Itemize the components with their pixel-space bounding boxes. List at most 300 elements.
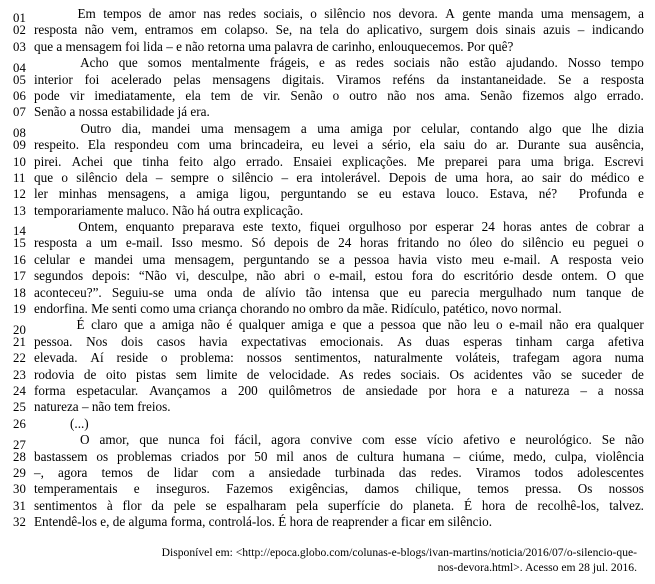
word: de [631,366,644,382]
word: se [205,497,217,513]
word: feito [178,153,204,169]
line-text [34,186,645,202]
word: todos [534,464,564,480]
text-line [10,268,645,284]
word: ao [521,169,534,185]
word: reféns [392,71,425,87]
word: os [96,448,109,464]
word: vir. [263,87,281,103]
line-text [34,317,645,333]
word: havia [198,333,228,349]
paragraph-indent [34,432,70,448]
word: É [76,317,85,333]
line-text [34,465,645,481]
word: Profunda [578,186,628,202]
word: Se [558,71,572,87]
word: peguei [593,235,629,251]
word: O [79,432,90,448]
word: eu [311,137,325,153]
word: mergulhado [479,284,543,300]
word: preparava [182,219,235,235]
word: esperas [463,333,503,349]
word: as [334,55,346,71]
word: explicações. [342,153,407,169]
word: nossa [614,382,644,398]
line-number: 29 [13,465,26,480]
word: dela [125,169,148,185]
word: aplicativo, [366,22,423,38]
word: interior [34,71,73,87]
word: o [310,6,317,21]
line-text [34,154,645,170]
word: trafegam [512,350,560,366]
word: sempre [170,169,209,185]
word: errado. [246,153,284,169]
word: O [606,268,616,284]
word: Depois [388,169,427,185]
word: o [637,235,644,251]
text-line [10,88,645,104]
line-number: 17 [13,269,26,284]
word: a [179,186,186,202]
word: que [34,169,54,185]
word: que [562,120,582,136]
word: uma [540,6,564,21]
word: alívio [265,284,296,300]
line-words [34,449,644,465]
word: pessoa [354,251,390,267]
line-words [34,137,644,153]
line-words [34,285,644,301]
word: cobrar [596,219,630,235]
source-line-2: nos-devora.html>. Acesso em 28 jul. 2016. [437,560,637,574]
word: ajudando. [506,55,558,71]
line-number: 25 [13,400,26,415]
word: né? [538,186,558,202]
word: da [151,497,164,513]
word: antes [540,219,568,235]
word: mensagens [212,71,271,87]
word: e [509,432,516,448]
word: Avançamos [149,382,211,398]
word: à [106,497,113,513]
text-line [10,252,645,268]
text-line [10,285,645,301]
word: afetiva [608,333,644,349]
word: nos [372,6,392,21]
word: qualquer [238,317,285,333]
line-text [34,170,645,186]
word: do [389,497,403,513]
word: do [473,137,488,153]
word: tela [319,22,339,38]
word: respeito. [34,137,80,153]
source-attribution [10,545,645,575]
paragraph-indent [34,317,70,333]
word: recolhê-los, [537,497,600,513]
word: espalharam [226,497,287,513]
text-line [10,120,645,141]
word: planeta. [412,497,455,513]
word: uma [200,120,224,136]
word: amiga [291,317,324,333]
word: para [498,153,521,169]
word: velocidade. [268,366,330,382]
word: dois [475,22,498,38]
line-words: endorfina. Me senti como uma criança chorando no ombro da mãe. Ridículo, patético, novo normal. [34,301,562,317]
word: não [200,317,220,333]
word: resposta [34,22,78,38]
word: com [362,432,385,448]
word: lidar [173,464,198,480]
word: estou [374,268,403,284]
word: A [445,6,455,21]
word: nunca [168,432,200,448]
word: gente [462,6,491,21]
word: brincadeira, [240,137,303,153]
word: pressa. [525,481,562,497]
paragraph-indent [34,121,70,137]
word: Senão [290,87,323,103]
word: – [281,169,289,185]
word: e [491,382,498,398]
word: estão [468,55,497,71]
line-number: 13 [13,203,26,218]
word: escritório [463,268,514,284]
word: As [338,366,354,382]
word: claro [91,317,118,333]
word: foi [209,432,225,448]
line-number: 07 [13,105,26,120]
word: fiquei [309,219,341,235]
word: emocionais. [320,333,384,349]
text-line [10,186,645,202]
word: uma [455,169,478,185]
word: silêncio [324,6,366,21]
word: parecia [431,284,470,300]
word: – [453,448,461,464]
line-words [34,432,644,448]
word: Achei [71,153,104,169]
line-words [34,498,644,514]
word: e [330,317,337,333]
line-text [34,367,645,383]
word: pistas [136,366,167,382]
word: do [569,169,583,185]
word: suceder [581,366,622,382]
line-words [34,186,644,202]
line-number: 05 [13,72,26,87]
text-line [10,334,645,350]
word: 24 [338,235,352,251]
text-line [10,6,645,26]
word: lhe [591,120,608,136]
word: reside [116,350,148,366]
word: Nos [86,333,108,349]
word: dia, [121,120,142,136]
word: culpa, [554,448,587,464]
line-text [34,104,645,120]
word: violência [595,448,644,464]
text-line [10,465,645,481]
word: nos [416,87,435,103]
line-number: 20 [13,322,26,337]
line-text [34,252,645,268]
word: eu [379,186,392,202]
line-words [34,465,644,481]
word: sério, [382,137,411,153]
text-line [10,399,645,415]
word: –, [34,464,44,480]
word: ligou, [239,186,270,202]
line-text [34,481,645,497]
text-line [10,514,645,530]
word: meu [471,251,495,267]
line-number: 12 [13,187,26,202]
word: carga [566,333,595,349]
word: Ensaiei [293,153,332,169]
word: ciúme, [468,448,505,464]
line-number: 21 [13,334,26,349]
word: havia [398,251,428,267]
word: desde [522,268,553,284]
word: a [85,235,92,251]
word: acelerado [111,71,162,87]
word: depois [274,235,309,251]
word: se [560,366,572,382]
line-text [34,39,645,55]
word: ela [419,137,436,153]
word: era [296,169,313,185]
word: cultura [357,448,394,464]
word: num [552,284,576,300]
word: a [638,219,644,235]
word: celular [34,251,70,267]
line-text [34,514,645,530]
text-line [10,383,645,399]
word: numa [614,350,644,366]
word: a [248,464,255,480]
line-words [34,22,644,38]
line-text [34,383,645,399]
word: de [342,382,355,398]
word: agora [572,350,602,366]
word: de [148,6,162,21]
word: e [133,481,140,497]
word: Os [577,481,593,497]
word: 24 [481,219,495,235]
word: vi, [175,268,190,284]
word: o [160,350,168,366]
word: se [357,186,369,202]
line-number: 31 [13,498,26,513]
word: da [436,71,450,87]
word: médico [590,169,630,185]
word: a [367,137,374,153]
word: Isso [171,235,193,251]
line-text [34,301,645,317]
word: enquanto [125,219,175,235]
word: esse [394,432,417,448]
word: – [580,382,587,398]
word: algo [574,87,597,103]
word: ontem. [561,268,598,284]
line-number: 19 [13,302,26,317]
text-line [10,350,645,366]
word: quilômetros [268,382,332,398]
word: tinham [515,333,553,349]
word: Aí [90,350,104,366]
word: não [84,22,104,38]
line-words [34,121,644,137]
word: As [397,333,412,349]
word: redes [228,6,257,21]
line-words [34,350,644,366]
line-text [34,268,645,284]
word: dizia [618,120,644,136]
word: flor [122,497,142,513]
word: amor [168,6,196,21]
word: levei [332,137,359,153]
word: temos [477,481,509,497]
word: respondeu [114,137,169,153]
word: por [393,120,411,136]
word: eu [408,284,422,300]
line-words [34,170,644,186]
word: sem [175,366,197,382]
word: e [638,169,644,185]
line-text [34,449,645,465]
word: e-mail [509,317,543,333]
word: de [335,448,349,464]
line-words: natureza – não tem freios. [34,399,171,415]
word: ama. [444,87,470,103]
word: elevada. [34,350,78,366]
word: espetacular. [76,382,139,398]
word: por [428,382,447,398]
word: que [118,55,138,71]
word: eu [572,235,585,251]
word: somos [147,55,182,71]
line-words [34,72,644,88]
word: temperamentais [34,481,118,497]
word: de [240,87,254,103]
word: briga. [563,153,595,169]
word: Só [251,235,266,251]
word: é [226,317,233,333]
word: nossos [608,481,644,497]
word: celular, [421,120,460,136]
paragraph-indent [34,219,70,235]
word: vir [69,87,85,103]
word: digitais. [282,71,325,87]
word: fritando [397,235,439,251]
word: sociais. [400,366,440,382]
word: casos [156,333,186,349]
word: amiga [161,317,195,333]
word: damos [364,481,399,497]
word: vem, [111,22,138,38]
word: tem [210,87,231,103]
word: mensagem, [570,6,631,21]
word: não [549,317,569,333]
word: sentimentos [34,497,98,513]
word: nas [203,6,221,21]
word: Me [417,153,435,169]
word: instantaneidade. [460,71,547,87]
word: Ontem, [78,219,118,235]
word: louco. [446,186,479,202]
word: algo [213,153,236,169]
word: estava [402,186,436,202]
word: voláteis, [455,350,500,366]
word: redes [356,55,384,71]
word: neurológico. [525,432,592,448]
numbered-text-body [10,6,645,531]
word: Fazemos [226,481,273,497]
word: com [177,137,200,153]
word: Viramos [336,71,381,87]
word: Durante [517,137,561,153]
word: Escrevi [604,153,644,169]
word: não [256,268,276,284]
line-number: 01 [13,11,26,26]
word: o [61,169,68,185]
line-words: Entendê-los e, de alguma forma, controlá-los. É hora de reaprender a ficar em silêncio. [34,514,493,530]
word: resposta [568,251,612,267]
word: abri [284,268,305,284]
word: – [155,169,163,185]
line-text [34,416,645,432]
word: Em [77,6,96,21]
word: de [515,497,528,513]
word: devora. [398,6,438,21]
line-words [34,154,644,170]
word: superfície [327,497,380,513]
line-text [34,334,645,350]
word: o [332,87,340,103]
word: o [496,317,503,333]
word: e-mail, [329,268,367,284]
line-words [34,334,644,350]
word: azuis [543,22,571,38]
line-number: 16 [13,252,26,267]
word: A [549,251,560,267]
text-line [10,481,645,497]
word: perguntando [243,251,310,267]
word: perguntando [280,186,347,202]
word: mesmo. [201,235,243,251]
line-words [34,367,644,383]
word: de [147,464,160,480]
word: e [319,55,325,71]
word: frágeis, [269,55,309,71]
word: exigências, [289,481,349,497]
word: resposta [34,235,78,251]
word: ela [185,87,201,103]
line-words [34,6,644,22]
word: este [242,219,264,235]
word: sair [542,169,562,185]
line-number: 10 [13,154,26,169]
word: contando [470,120,519,136]
line-words [34,268,644,284]
line-number: 28 [13,449,26,464]
line-number: 11 [13,170,26,185]
word: algo [529,120,552,136]
word: sociais, [263,6,303,21]
word: mandei [151,120,191,136]
